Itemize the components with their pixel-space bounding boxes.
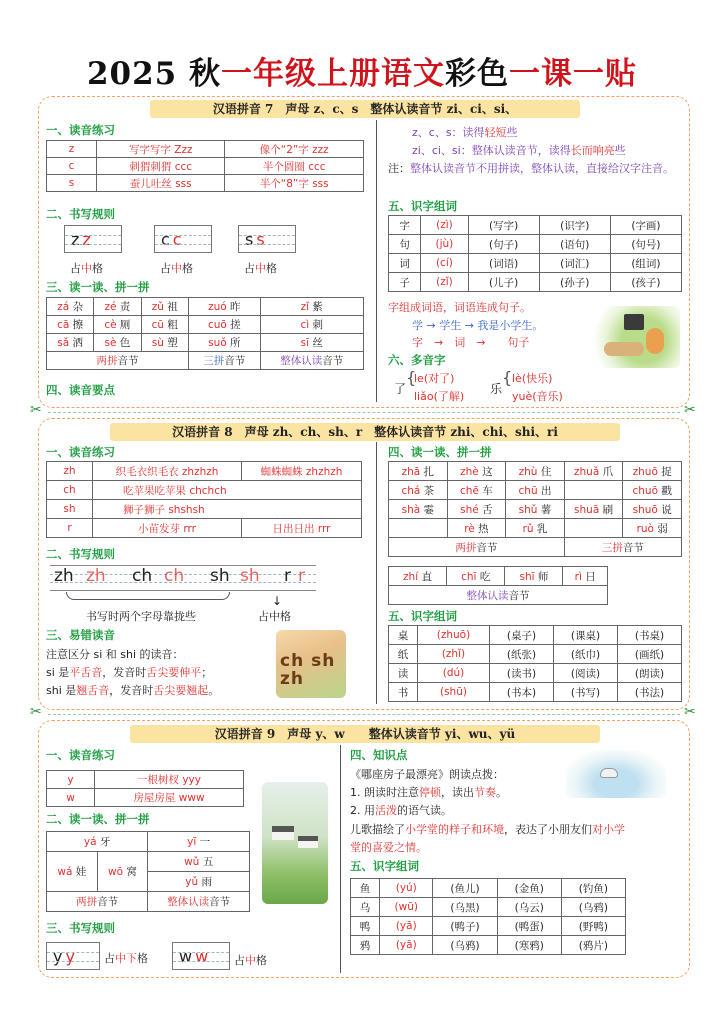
s1-chain-2: 字 → 词 → 句子 [412, 336, 530, 349]
spell-cell [564, 481, 623, 500]
spell-cell: cā 擦 [47, 316, 94, 334]
word-phrase: (写字) [468, 216, 539, 235]
knowledge-line-4: 儿歌描绘了小学堂的样子和环境，表达了小朋友们对小学 [350, 823, 625, 836]
spell-cell: zhā 扎 [389, 462, 448, 481]
s3-words-heading: 五、识字组词 [350, 859, 419, 873]
read-rhyme: 蚕儿吐丝 sss [97, 175, 225, 192]
word-char: 子 [389, 273, 421, 292]
table-row [389, 519, 682, 538]
lesson-7-header: 汉语拼音 7 声母 z、c、s 整体认读音节 zi、ci、si、 [150, 100, 580, 118]
word-pinyin: (zhǐ) [418, 645, 490, 664]
s3-spell-heading: 二、读一读、拼一拼 [46, 812, 150, 826]
word-phrase: (乌黑) [433, 898, 497, 917]
lesson-8-divider [376, 442, 377, 704]
pinyin-letters-illustration: ch sh zh [276, 630, 346, 698]
scissors-icon: ✂ [30, 402, 42, 418]
word-char: 鸭 [351, 917, 380, 936]
spell-cell: sǎ 洒 [47, 334, 94, 352]
word-char: 桌 [389, 626, 418, 645]
word-phrase: (书本) [489, 683, 553, 702]
brace-icon: { [406, 368, 417, 387]
read-shape: 半个“8”字 sss [225, 175, 364, 192]
table-row [351, 898, 626, 917]
word-pinyin: (yā) [380, 936, 433, 955]
spell-cell: shé 舌 [447, 500, 506, 519]
s3-words-table [350, 878, 626, 955]
word-char: 鱼 [351, 879, 380, 898]
s1-words-heading: 五、识字组词 [388, 199, 457, 213]
s2-write-note: 书写时两个字母靠拢些 [86, 610, 196, 623]
read-shape: 半个圆圈 ccc [225, 158, 364, 175]
table-row [389, 481, 682, 500]
cut-line [48, 714, 680, 715]
s1-read-table [46, 140, 364, 192]
word-pinyin: (zhuō) [418, 626, 490, 645]
s2-write-heading: 二、书写规则 [46, 547, 115, 561]
read-rhyme: 写字写字 Zzz [97, 141, 225, 158]
table-row [351, 879, 626, 898]
read-letter: z [47, 141, 97, 158]
spell-cell: cuō 搓 [189, 316, 260, 334]
spell-cell: cū 粗 [141, 316, 189, 334]
word-phrase: (纸巾) [553, 645, 617, 664]
word-phrase: (读书) [489, 664, 553, 683]
write-box-z: zz [64, 225, 122, 253]
write-letter: sh [240, 566, 260, 586]
word-phrase: (画纸) [617, 645, 681, 664]
word-char: 字 [389, 216, 421, 235]
word-phrase: (书法) [617, 683, 681, 702]
village-houses-illustration [262, 782, 328, 904]
spell-cell: wǔ 五 [148, 852, 250, 872]
spell-cell: sī 丝 [260, 334, 363, 352]
table-row [389, 273, 682, 292]
s1-poly-heading: 六、多音字 [388, 353, 446, 367]
read-rhyme: 刺猬刺猬 ccc [97, 158, 225, 175]
s2-error-1: 注意区分 si 和 shi 的读音： [46, 648, 184, 661]
whole-cell: shī 师 [505, 567, 563, 586]
poly-char-le: 了 [394, 382, 407, 396]
table-row [389, 683, 682, 702]
table-row [47, 352, 364, 370]
read-letter: w [47, 789, 95, 807]
word-pinyin: (zì) [421, 216, 468, 235]
word-pinyin: (yā) [380, 917, 433, 936]
spell-cell: cè 厕 [94, 316, 141, 334]
table-row [389, 500, 682, 519]
write-letter: r [298, 566, 305, 586]
word-phrase: (鸭蛋) [497, 917, 561, 936]
table-row [47, 298, 364, 316]
spell-cell: rǔ 乳 [506, 519, 565, 538]
spell-cell: zhù 住 [506, 462, 565, 481]
s1-spell-table [46, 297, 364, 370]
knowledge-line-3: 2. 用活泼的语气读。 [350, 804, 452, 817]
spell-footer: 整体认读音节 [148, 892, 250, 912]
write-letter: ch [164, 566, 185, 586]
table-row [47, 771, 244, 789]
house-icon [298, 836, 318, 848]
word-phrase: (金鱼) [497, 879, 561, 898]
table-row [351, 917, 626, 936]
lesson-9-header: 汉语拼音 9 声母 y、w 整体认读音节 yi、wu、yü [130, 725, 600, 743]
spell-cell: suǒ 所 [189, 334, 260, 352]
read-rhyme-2: 日出日出 rrr [242, 519, 362, 538]
write-letter: r [284, 566, 291, 586]
word-char: 乌 [351, 898, 380, 917]
word-phrase: (语句) [539, 235, 610, 254]
table-row [47, 481, 362, 500]
word-phrase: (组词) [610, 254, 681, 273]
word-phrase: (乌鸦) [433, 936, 497, 955]
write-letter: sh [210, 566, 230, 586]
poly-liao-reading: liǎo(了解) [414, 390, 465, 403]
word-pinyin: (jù) [421, 235, 468, 254]
read-rhyme: 一根树杈 yyy [95, 771, 244, 789]
spell-footer: 三拼音节 [564, 538, 681, 557]
spell-footer: 整体认读音节 [260, 352, 363, 370]
table-row [389, 254, 682, 273]
spell-footer: 两拼音节 [389, 538, 565, 557]
word-phrase: (词语) [468, 254, 539, 273]
scissors-icon: ✂ [684, 402, 696, 418]
spell-cell: zá 杂 [47, 298, 94, 316]
spell-cell: shuō 说 [623, 500, 682, 519]
write-letter: zh [86, 566, 106, 586]
knowledge-line-2: 1. 朗读时注意停顿，读出节奏。 [350, 786, 507, 799]
word-phrase: (书写) [553, 683, 617, 702]
word-phrase: (儿子) [468, 273, 539, 292]
s1-write-heading: 二、书写规则 [46, 207, 115, 221]
read-rhyme: 吃苹果吃苹果 chchch [93, 481, 362, 500]
word-phrase: (鸭子) [433, 917, 497, 936]
table-row [389, 462, 682, 481]
spell-footer: 两拼音节 [47, 352, 189, 370]
s1-spell-heading: 三、读一读、拼一拼 [46, 280, 150, 294]
spell-cell [389, 519, 448, 538]
table-row [47, 789, 244, 807]
s1-read-heading: 一、读音练习 [46, 123, 115, 137]
read-letter: ch [47, 481, 93, 500]
read-letter: zh [47, 462, 93, 481]
read-rhyme: 小苗发芽 rrr [93, 519, 242, 538]
spell-cell: zǔ 祖 [141, 298, 189, 316]
spell-cell: wá 娃 [47, 852, 98, 892]
write-note: 占中格 [244, 262, 277, 275]
spell-cell: shuā 刷 [564, 500, 623, 519]
spell-cell: yī 一 [148, 832, 250, 852]
table-row [389, 235, 682, 254]
s1-words-table [388, 215, 682, 292]
word-phrase: (桌子) [489, 626, 553, 645]
word-phrase: (乌鸦) [561, 898, 625, 917]
word-phrase: (野鸭) [561, 917, 625, 936]
spell-cell: shà 霎 [389, 500, 448, 519]
s2-spell-heading: 四、读一读、拼一拼 [388, 445, 492, 459]
whole-cell: zhí 直 [389, 567, 447, 586]
word-phrase: (纸张) [489, 645, 553, 664]
spell-footer: 两拼音节 [47, 892, 148, 912]
whole-cell: chī 吃 [447, 567, 505, 586]
read-letter: sh [47, 500, 93, 519]
word-phrase: (书桌) [617, 626, 681, 645]
write-note-w: 占中格 [234, 954, 267, 967]
spell-cell: yǔ 雨 [148, 872, 250, 892]
write-letter: zh [54, 566, 74, 586]
scissors-icon: ✂ [30, 704, 42, 720]
s3-knowledge-heading: 四、知识点 [350, 748, 408, 762]
word-phrase: (阅读) [553, 664, 617, 683]
s2-read-table [46, 461, 362, 538]
word-phrase: (句号) [610, 235, 681, 254]
spell-cell: sè 色 [94, 334, 141, 352]
s2-write-note-2: 占中格 [258, 610, 291, 623]
read-letter: y [47, 771, 95, 789]
table-row [351, 936, 626, 955]
s3-read-table [46, 770, 244, 807]
write-box-c: cc [154, 225, 212, 253]
s3-read-heading: 一、读音练习 [46, 748, 115, 762]
table-row [47, 500, 362, 519]
poly-le4-reading: lè(快乐) [512, 372, 553, 385]
pond-ducks-illustration [566, 750, 666, 798]
word-char: 句 [389, 235, 421, 254]
spell-cell: chá 茶 [389, 481, 448, 500]
word-phrase: (词汇) [539, 254, 610, 273]
spell-cell: wō 窝 [97, 852, 148, 892]
write-note: 占中格 [70, 262, 103, 275]
word-phrase: (孙子) [539, 273, 610, 292]
house-icon [272, 826, 294, 840]
s1-tip-3: 注：整体认读音节不用拼读，整体认读，直接给汉字注音。 [388, 162, 674, 175]
write-box-y: yy [46, 942, 100, 970]
table-row [47, 519, 362, 538]
word-phrase: (识字) [539, 216, 610, 235]
read-letter: s [47, 175, 97, 192]
spell-cell: zé 责 [94, 298, 141, 316]
poly-char-yue: 乐 [490, 382, 503, 396]
spell-cell: yá 牙 [47, 832, 148, 852]
word-pinyin: (yú) [380, 879, 433, 898]
table-row [47, 316, 364, 334]
s3-spell-table [46, 831, 250, 912]
write-box-s: ss [238, 225, 296, 253]
read-rhyme: 房屋房屋 www [95, 789, 244, 807]
read-letter: r [47, 519, 93, 538]
word-phrase: (鸦片) [561, 936, 625, 955]
table-row [389, 645, 682, 664]
table-row [47, 462, 362, 481]
s1-combine-text: 字组成词语，词语连成句子。 [388, 301, 531, 314]
spell-cell: zhuǎ 爪 [564, 462, 623, 481]
spell-cell: zhuō 捉 [623, 462, 682, 481]
page-title: 2025 秋一年级上册语文彩色一课一贴 [86, 56, 638, 92]
word-char: 读 [389, 664, 418, 683]
s1-tip-2: zi、ci、si：整体认读音节，读得长而响亮些 [412, 144, 626, 157]
knowledge-line-1: 《哪座房子最漂亮》朗读点拨： [350, 768, 504, 781]
word-char: 鸦 [351, 936, 380, 955]
spell-cell: ruò 弱 [623, 519, 682, 538]
spell-cell: rè 热 [447, 519, 506, 538]
s2-read-heading: 一、读音练习 [46, 445, 115, 459]
table-row [389, 626, 682, 645]
lesson-9-divider [340, 745, 341, 973]
table-row [47, 334, 364, 352]
spell-cell: cì 刺 [260, 316, 363, 334]
read-letter: c [47, 158, 97, 175]
s2-words-heading: 五、识字组词 [388, 609, 457, 623]
table-row [389, 538, 682, 557]
write-note-y: 占中下格 [104, 952, 148, 965]
whole-cell: rì 日 [563, 567, 608, 586]
spell-cell: sù 塑 [141, 334, 189, 352]
spell-cell: chū 出 [506, 481, 565, 500]
write-letter: ch [132, 566, 153, 586]
word-pinyin: (zǐ) [421, 273, 468, 292]
write-box-w: ww [172, 942, 230, 970]
spell-cell: zuó 昨 [189, 298, 260, 316]
word-pinyin: (dú) [418, 664, 490, 683]
table-row [389, 567, 608, 586]
word-phrase: (钓鱼) [561, 879, 625, 898]
spell-cell: shǔ 薯 [506, 500, 565, 519]
lesson-7-divider [376, 120, 377, 402]
spell-cell: chuō 戳 [623, 481, 682, 500]
s1-tip-1: z、c、s：读得轻短些 [412, 126, 518, 139]
s2-spell-table [388, 461, 682, 557]
poly-le-reading: le(对了) [414, 372, 455, 385]
word-phrase: (孩子) [610, 273, 681, 292]
spell-cell [564, 519, 623, 538]
word-char: 书 [389, 683, 418, 702]
table-row [389, 664, 682, 683]
word-pinyin: (shū) [418, 683, 490, 702]
poly-yue-reading: yuè(音乐) [512, 390, 563, 403]
read-shape: 像个“2”字 zzz [225, 141, 364, 158]
spell-cell: zhè 这 [447, 462, 506, 481]
spell-cell: zǐ 紫 [260, 298, 363, 316]
word-phrase: (朗读) [617, 664, 681, 683]
word-phrase: (课桌) [553, 626, 617, 645]
read-rhyme-2: 蜘蛛蜘蛛 zhzhzh [242, 462, 362, 481]
read-rhyme: 织毛衣织毛衣 zhzhzh [93, 462, 242, 481]
boy-reading-illustration [590, 306, 680, 368]
spell-cell: chē 车 [447, 481, 506, 500]
snail-icon [604, 342, 644, 356]
word-phrase: (字画) [610, 216, 681, 235]
duck-icon [600, 768, 618, 778]
table-row [47, 141, 364, 158]
brace-icon: { [502, 368, 513, 387]
s2-words-table [388, 625, 682, 702]
word-pinyin: (wū) [380, 898, 433, 917]
s2-error-heading: 三、易错读音 [46, 628, 115, 642]
cut-line [48, 412, 680, 413]
arrow-down-icon: ↓ [272, 594, 283, 608]
chalkboard-icon [624, 314, 644, 330]
s2-error-2: si 是平舌音，发音时舌尖要伸平； [46, 666, 213, 679]
table-row [47, 158, 364, 175]
word-phrase: (鱼儿) [433, 879, 497, 898]
table-row [389, 216, 682, 235]
word-pinyin: (cí) [421, 254, 468, 273]
child-icon [646, 328, 664, 354]
word-char: 词 [389, 254, 421, 273]
spell-footer: 三拼音节 [189, 352, 260, 370]
s3-write-heading: 三、书写规则 [46, 921, 115, 935]
s2-whole-table [388, 566, 608, 605]
s2-error-3: shi 是翘舌音，发音时舌尖要翘起。 [46, 684, 220, 697]
word-phrase: (乌云) [497, 898, 561, 917]
s1-chain-1: 学 → 学生 → 我是小学生。 [412, 319, 544, 332]
word-phrase: (句子) [468, 235, 539, 254]
scissors-icon: ✂ [684, 704, 696, 720]
read-rhyme: 狮子狮子 shshsh [93, 500, 362, 519]
lesson-8-header: 汉语拼音 8 声母 zh、ch、sh、r 整体认读音节 zhi、chi、shi、ri [110, 423, 620, 441]
table-row [389, 586, 608, 605]
brace-bottom-icon [66, 592, 230, 600]
word-char: 纸 [389, 645, 418, 664]
write-note: 占中格 [160, 262, 193, 275]
word-phrase: (寒鸦) [497, 936, 561, 955]
knowledge-line-5: 堂的喜爱之情。 [350, 841, 427, 854]
table-row [47, 175, 364, 192]
whole-footer: 整体认读音节 [389, 586, 608, 605]
s1-tips-heading: 四、读音要点 [46, 383, 115, 397]
